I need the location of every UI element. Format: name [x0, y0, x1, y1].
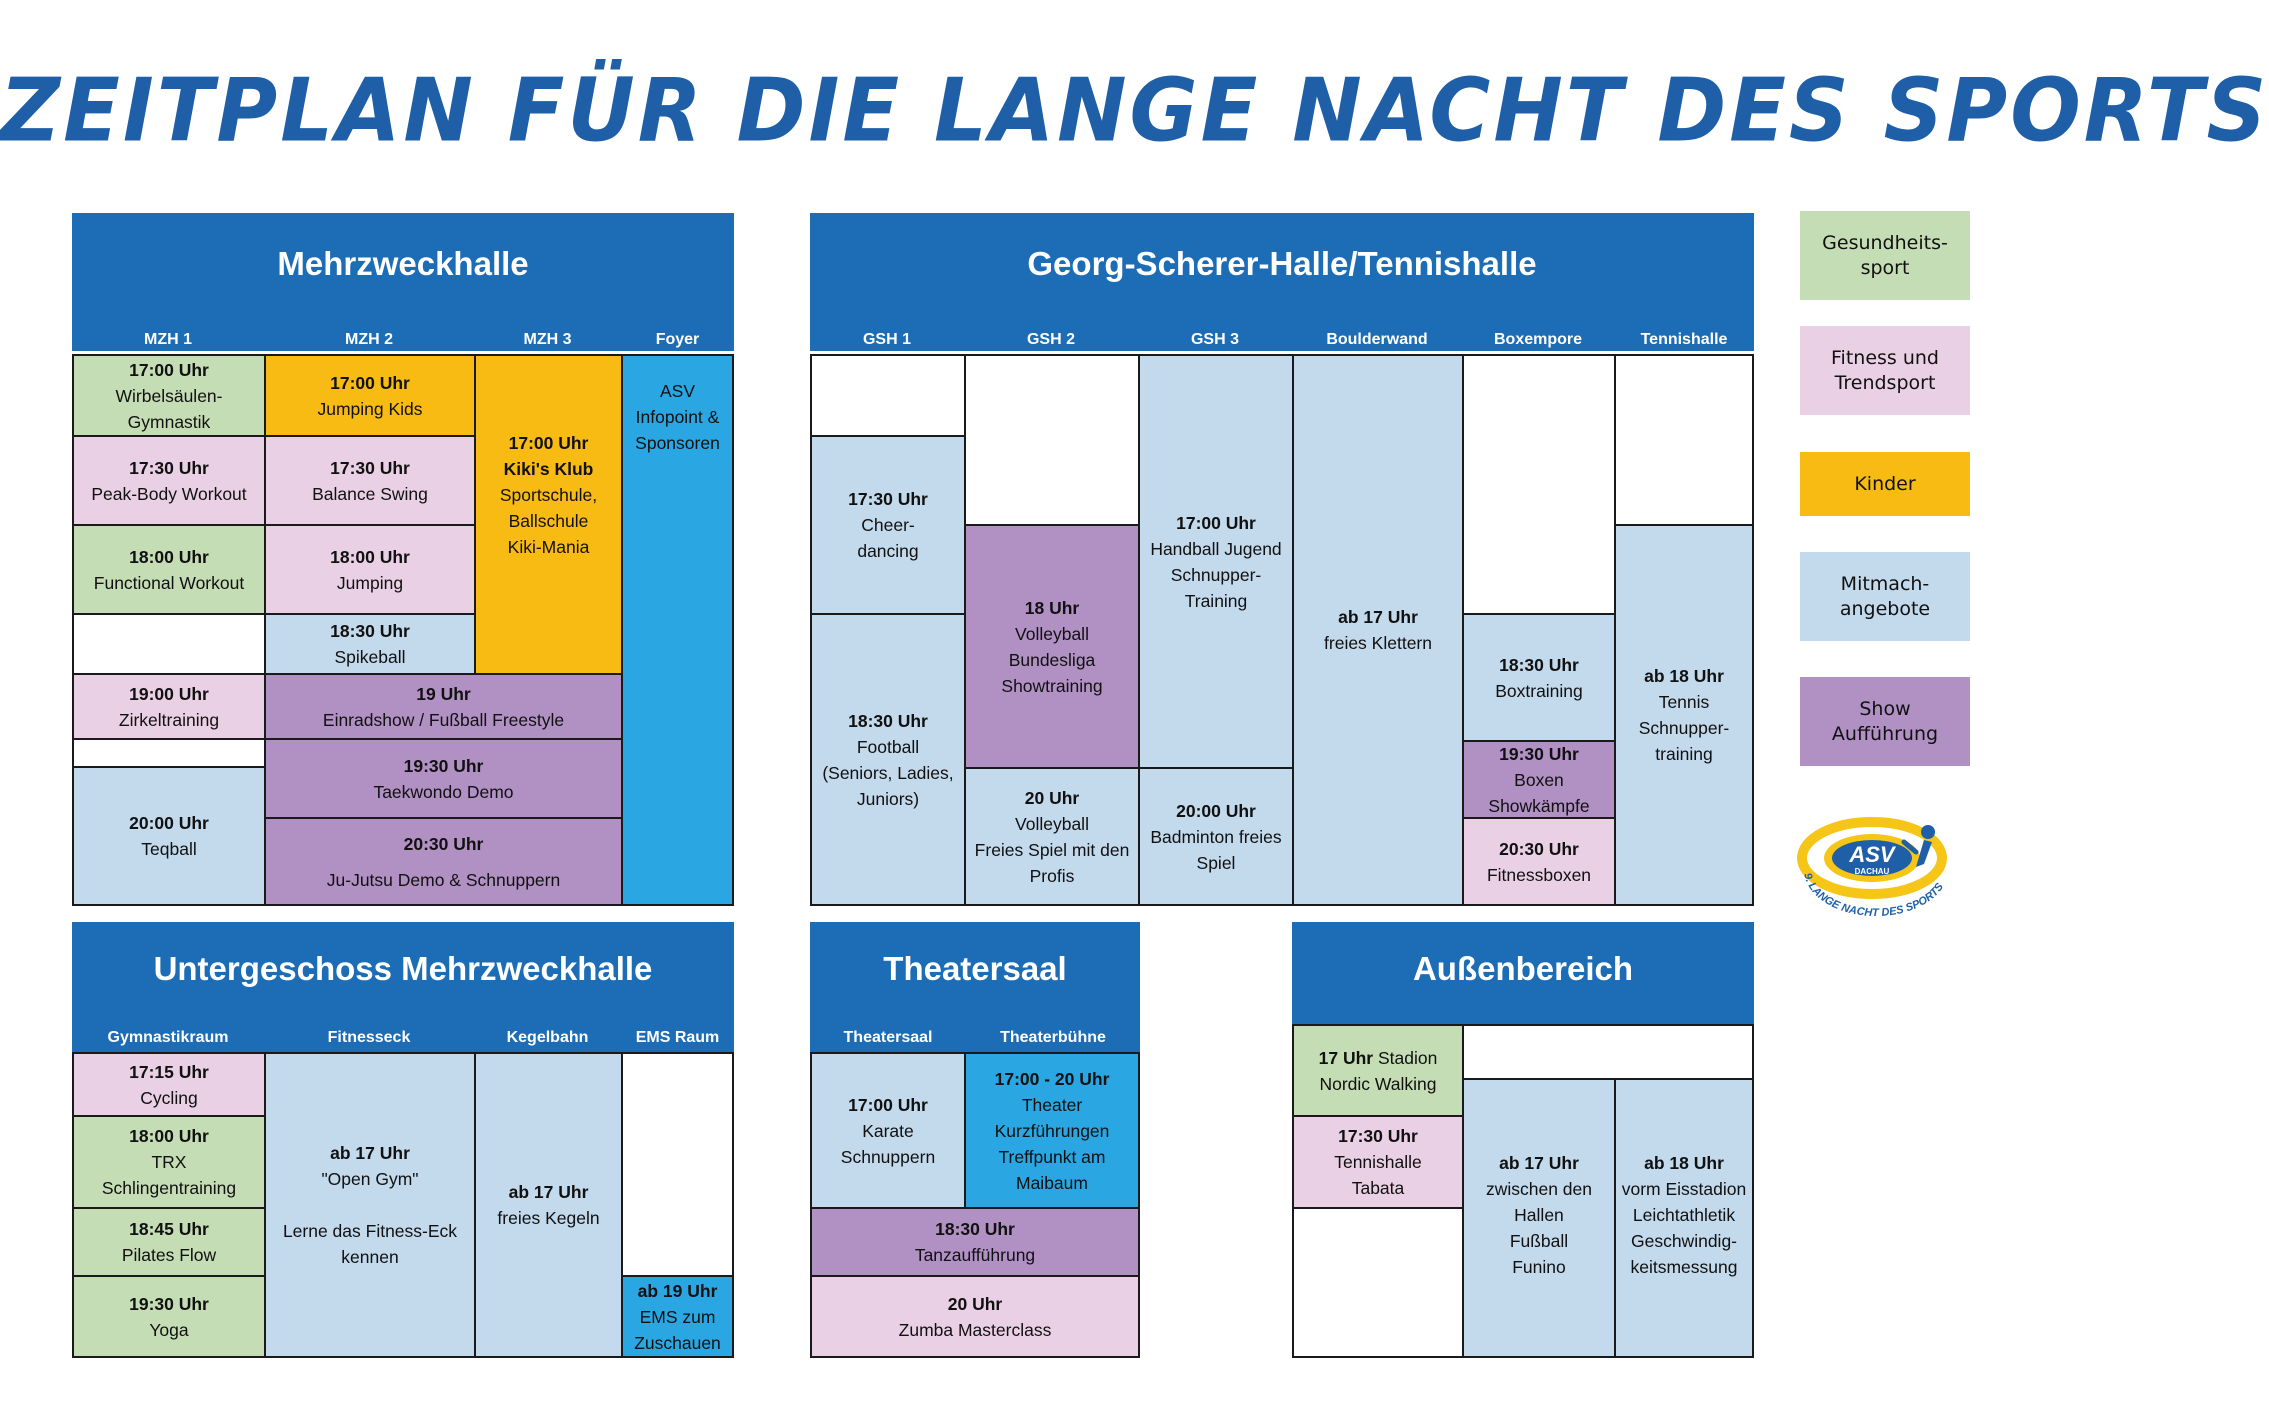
logo-ring-textpath: 9. LANGE NACHT DES SPORTS [1801, 871, 1946, 920]
slot-show-taekwondo [264, 738, 623, 819]
asv-dachau-logo [1792, 812, 1960, 927]
slot-foyer-infopoint [621, 354, 734, 906]
slot-time: 17:00 Uhr [129, 359, 209, 380]
col-label-gsh1: GSH 1 [862, 331, 911, 348]
slot-mzh1-functional [72, 524, 266, 615]
slot-time: ab 17 Uhr [1499, 1153, 1579, 1173]
slot-time: 20:00 Uhr [1176, 800, 1256, 821]
slot-time: 18:30 Uhr [330, 621, 410, 641]
slot-aussen-tabata [1292, 1115, 1464, 1209]
logo-name: ASV [1849, 842, 1895, 867]
slot-time: 17:30 Uhr [1338, 1126, 1418, 1146]
col-label-theatersaal: Theatersaal [843, 1029, 933, 1046]
slot-activity: Handball Jugend Schnupper- Training [1150, 538, 1282, 611]
slot-fitnesseck-open-gym [264, 1052, 476, 1358]
slot-activity: Cheer- dancing [857, 515, 919, 561]
section-header-untergeschoss [72, 922, 734, 1054]
slot-mzh1-empty-a [72, 613, 266, 675]
slot-kegelbahn-kegeln [474, 1052, 623, 1358]
slot-mzh1-empty-b [72, 738, 266, 768]
slot-activity: Volleyball Freies Spiel mit den Profis [974, 813, 1130, 886]
col-label-theaterbuehne: Theaterbühne [1000, 1029, 1106, 1046]
slot-activity: Wirbelsäulen- Gymnastik [115, 385, 223, 432]
slot-time: 17:00 Uhr [508, 433, 589, 453]
slot-activity: Einradshow / Fußball Freestyle [322, 709, 565, 730]
slot-time: 20 Uhr [1024, 787, 1080, 808]
slot-gsh1-empty [810, 354, 966, 437]
slot-gsh3-handball [1138, 354, 1294, 769]
slot-mzh3-kikis-klub [474, 354, 623, 675]
slot-ems-empty [621, 1052, 734, 1277]
slot-time: 17:00 - 20 Uhr [994, 1068, 1110, 1089]
section-title-georg-scherer-halle: Georg-Scherer-Halle/Tennishalle [1027, 245, 1537, 282]
slot-activity: Football (Seniors, Ladies, Juniors) [822, 736, 954, 809]
slot-gsh2-empty [964, 354, 1140, 526]
slot-time: 18:00 Uhr [129, 1126, 209, 1146]
slot-time: 17:30 Uhr [848, 489, 928, 509]
slot-time: 18:45 Uhr [129, 1219, 209, 1239]
slot-activity: zwischen den Hallen Fußball Funino [1485, 1179, 1593, 1277]
slot-time: 17:00 Uhr [1176, 512, 1256, 533]
slot-activity: Jumping Kids [317, 398, 423, 419]
slot-time: 17:00 Uhr [848, 1094, 928, 1115]
slot-gsh3-badminton [1138, 767, 1294, 906]
slot-aussen-funino [1462, 1078, 1616, 1358]
slot-time: 17:30 Uhr [330, 457, 410, 478]
slot-activity: Taekwondo Demo [373, 781, 514, 802]
slot-gym-pilates [72, 1207, 266, 1277]
slot-activity: TRX Schlingentraining [101, 1152, 237, 1198]
legend-show-auffuehrung: Show Aufführung [1800, 677, 1970, 766]
section-title-mehrzweckhalle: Mehrzweckhalle [277, 245, 529, 282]
slot-activity [1319, 1045, 1438, 1097]
slot-activity: Spikeball [334, 647, 406, 667]
slot-activity: Volleyball Bundesliga Showtraining [1001, 623, 1103, 696]
slot-tennishalle-empty [1614, 354, 1754, 526]
slot-time: ab 17 Uhr [1338, 607, 1418, 627]
slot-activity-text: Stadion Nordic Walking [1319, 1047, 1438, 1094]
slot-time: 20:00 Uhr [129, 813, 209, 833]
slot-time: 18:30 Uhr [848, 710, 928, 731]
slot-activity: Karate Schnuppern [840, 1120, 936, 1167]
col-label-gsh2: GSH 2 [1026, 331, 1075, 348]
slot-activity: Sportschule, Ballschule Kiki-Mania [499, 485, 598, 557]
slot-time: 19:30 Uhr [403, 755, 484, 776]
slot-show-ju-jutsu [264, 817, 623, 906]
slot-boulderwand-klettern [1292, 354, 1464, 906]
slot-time: 18:30 Uhr [935, 1219, 1015, 1239]
slot-mzh2-jumping [264, 524, 476, 615]
slot-tennishalle-schnupper [1614, 524, 1754, 906]
page-title: ZEITPLAN FÜR DIE LANGE NACHT DES SPORTS [0, 59, 2269, 162]
slot-time: ab 17 Uhr [508, 1182, 589, 1202]
slot-activity: Yoga [149, 1319, 189, 1340]
col-label-ems-raum: EMS Raum [635, 1029, 720, 1046]
legend-mitmachangebote: Mitmach- angebote [1800, 552, 1970, 641]
col-label-gymnastikraum: Gymnastikraum [107, 1029, 229, 1046]
slot-mzh1-teqball [72, 766, 266, 906]
slot-aussen-eisstadion [1614, 1078, 1754, 1358]
slot-time: 18 Uhr [1024, 597, 1080, 618]
slot-activity: Badminton freies Spiel [1150, 826, 1282, 873]
col-label-gsh3: GSH 3 [1190, 331, 1239, 348]
slot-activity: Zumba Masterclass [898, 1319, 1052, 1340]
slot-activity: Boxen Showkämpfe [1488, 769, 1590, 816]
slot-activity: Theater Kurzführungen Treffpunkt am Maibaum [994, 1094, 1110, 1193]
col-label-tennishalle: Tennishalle [1640, 331, 1728, 348]
slot-aussen-empty-top [1462, 1024, 1754, 1080]
col-label-kegelbahn: Kegelbahn [506, 1029, 589, 1046]
slot-theatersaal-karate [810, 1052, 966, 1209]
slot-time: 19:30 Uhr [1499, 743, 1579, 764]
slot-gym-yoga [72, 1275, 266, 1358]
slot-activity: Balance Swing [312, 483, 428, 504]
slot-boxempore-fitnessboxen [1462, 817, 1616, 906]
slot-theaterbuehne-kurzfuehrungen [964, 1052, 1140, 1209]
slot-mzh1-zirkel [72, 673, 266, 740]
slot-gsh2-volleyball-show [964, 524, 1140, 769]
slot-activity: Tennis Schnupper- training [1638, 692, 1730, 764]
slot-time: ab 19 Uhr [637, 1280, 718, 1301]
slot-time: 17:00 Uhr [330, 372, 410, 393]
slot-activity: Jumping [336, 572, 404, 593]
col-label-mzh2: MZH 2 [345, 331, 393, 348]
legend-fitness-trendsport: Fitness und Trendsport [1800, 326, 1970, 415]
slot-time: 19:00 Uhr [129, 683, 209, 704]
slot-time: 17 Uhr [1318, 1047, 1374, 1068]
slot-activity: "Open Gym" Lerne das Fitness-Eck kennen [282, 1169, 458, 1267]
col-label-fitnesseck: Fitnesseck [327, 1029, 411, 1046]
col-label-boxempore: Boxempore [1493, 331, 1583, 348]
slot-theater-zumba [810, 1275, 1140, 1358]
slot-activity: Teqball [141, 839, 197, 859]
slot-mzh2-spikeball [264, 613, 476, 675]
slot-activity: Pilates Flow [121, 1245, 217, 1265]
slot-activity: Boxtraining [1495, 680, 1583, 701]
slot-theater-tanzauffuehrung [810, 1207, 1140, 1277]
slot-time: ab 17 Uhr [330, 1143, 410, 1163]
slot-aussen-nordic-walking [1292, 1024, 1464, 1117]
slot-boxempore-empty [1462, 354, 1616, 615]
slot-boxempore-boxtraining [1462, 613, 1616, 742]
slot-activity: freies Kegeln [497, 1208, 600, 1228]
slot-activity: Tennishalle Tabata [1334, 1152, 1422, 1198]
legend-gesundheitssport: Gesundheits- sport [1800, 211, 1970, 300]
slot-time: 17:15 Uhr [129, 1061, 209, 1082]
section-title-untergeschoss: Untergeschoss Mehrzweckhalle [153, 950, 653, 987]
slot-time: 18:00 Uhr [330, 546, 410, 567]
section-header-aussenbereich [1292, 922, 1754, 1026]
slot-activity: Ju-Jutsu Demo & Schnuppern [326, 869, 561, 890]
slot-activity: EMS zum Zuschauen [634, 1306, 721, 1353]
slot-activity: freies Klettern [1324, 633, 1432, 653]
col-label-foyer: Foyer [655, 331, 700, 348]
slot-time: 19 Uhr [416, 683, 471, 704]
slot-activity: Cycling [140, 1087, 198, 1108]
slot-gsh1-cheerdancing [810, 435, 966, 615]
slot-gym-trx [72, 1115, 266, 1209]
slot-show-einradshow [264, 673, 623, 740]
slot-aussen-empty-bottom [1292, 1207, 1464, 1358]
slot-mzh2-jumping-kids [264, 354, 476, 437]
slot-time: ab 18 Uhr [1644, 666, 1724, 686]
slot-time: 20 Uhr [947, 1293, 1003, 1314]
slot-activity: Zirkeltraining [118, 709, 220, 730]
slot-gym-cycling [72, 1052, 266, 1117]
slot-time: 20:30 Uhr [403, 833, 484, 854]
slot-gsh1-football [810, 613, 966, 906]
slot-ems-zuschauen [621, 1275, 734, 1358]
slot-activity: Fitnessboxen [1486, 864, 1592, 885]
slot-activity: ASV Infopoint & Sponsoren [635, 381, 720, 453]
slot-activity: vorm Eisstadion Leichtathletik Geschwindig- keitsmessung [1621, 1179, 1747, 1277]
slot-activity: Tanzaufführung [914, 1245, 1036, 1265]
slot-mzh1-peak-body [72, 435, 266, 526]
slot-time: 18:30 Uhr [1499, 654, 1579, 675]
logo-subname: DACHAU [1854, 867, 1890, 876]
slot-activity: Peak-Body Workout [91, 483, 247, 504]
col-label-mzh1: MZH 1 [144, 331, 192, 348]
slot-time: 19:30 Uhr [129, 1293, 209, 1314]
slot-boxempore-showkaempfe [1462, 740, 1616, 819]
slot-mzh2-balance-swing [264, 435, 476, 526]
slot-time: 17:30 Uhr [129, 457, 209, 478]
slot-program-name: Kiki's Klub [503, 459, 594, 479]
slot-time: 20:30 Uhr [1499, 838, 1579, 859]
section-title-theatersaal: Theatersaal [883, 950, 1067, 987]
slot-mzh1-wirbelsaeulen [72, 354, 266, 437]
col-label-mzh3: MZH 3 [523, 331, 572, 348]
slot-gsh2-volleyball-spiel [964, 767, 1140, 906]
section-header-mehrzweckhalle [72, 213, 734, 351]
legend-kinder: Kinder [1800, 452, 1970, 516]
section-title-aussenbereich: Außenbereich [1412, 950, 1634, 987]
col-label-boulderwand: Boulderwand [1326, 331, 1428, 348]
slot-activity: Functional Workout [93, 572, 245, 593]
slot-time: ab 18 Uhr [1644, 1153, 1724, 1173]
section-header-georg-scherer-halle [810, 213, 1754, 351]
slot-time: 18:00 Uhr [129, 546, 209, 567]
section-header-theatersaal [810, 922, 1140, 1054]
